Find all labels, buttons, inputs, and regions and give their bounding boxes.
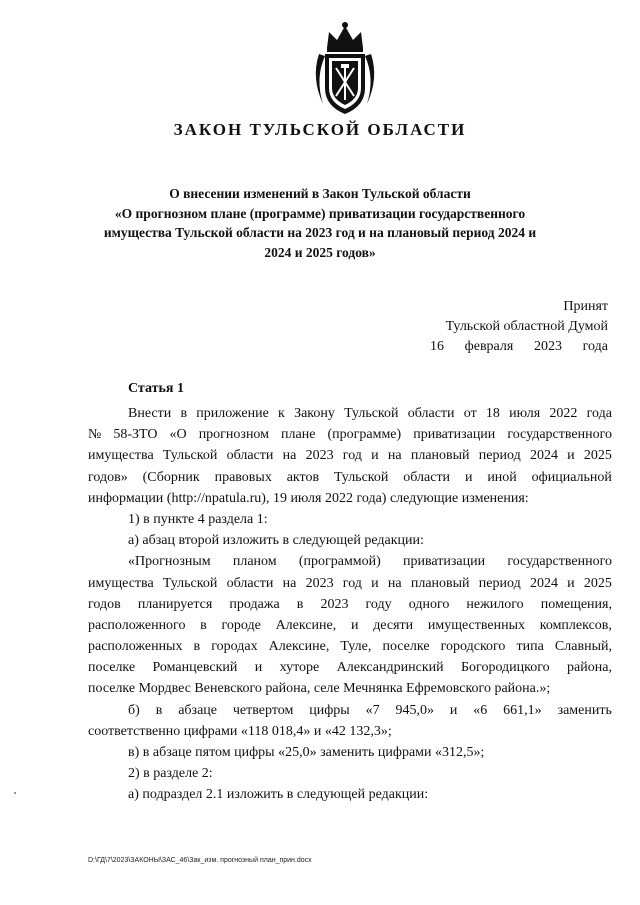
scan-speck — [14, 792, 16, 794]
word: плане — [281, 427, 316, 443]
word: № — [88, 427, 102, 443]
word: «Прогнозным — [128, 554, 211, 570]
word: и — [371, 448, 379, 464]
word: приложение — [196, 406, 269, 421]
law-title: ЗАКОН ТУЛЬСКОЙ ОБЛАСТИ — [173, 120, 467, 139]
word: Тульской — [333, 469, 389, 485]
word: типа — [516, 639, 544, 655]
word: и — [254, 660, 263, 676]
word: планируется — [137, 596, 213, 612]
adoption-block — [430, 299, 608, 365]
word: одного — [408, 596, 450, 612]
word: от — [463, 406, 477, 421]
word: области — [226, 575, 274, 591]
word: официальной — [531, 469, 612, 485]
word: 58-ЗТО — [113, 427, 158, 443]
word: в — [296, 596, 304, 612]
word: Александринский — [336, 660, 444, 676]
word: Славный, — [554, 639, 612, 655]
body-line — [88, 445, 612, 466]
word: в — [155, 702, 163, 718]
word: комплексов, — [539, 617, 612, 633]
body-line: соответственно цифрами «118 018,4» и «42 132,3»; — [88, 723, 392, 739]
adoption-date — [430, 339, 608, 355]
word: района, — [567, 660, 612, 676]
subject-line: «О прогнозном плане (программе) приватизации государственного — [114, 205, 526, 221]
law-subject-heading — [70, 184, 570, 262]
adoption-year: 2023 — [533, 339, 562, 354]
word: правовых — [214, 469, 272, 485]
adopted-label: Принят — [563, 299, 608, 314]
word: прогнозном — [198, 427, 270, 443]
body-line: в) в абзаце пятом цифры «25,0» заменить цифрами «312,5»; — [128, 745, 485, 760]
word: 2023 — [320, 596, 349, 612]
word: имущества — [88, 575, 154, 591]
word: 2024 — [529, 448, 558, 464]
word: 661,1» — [503, 702, 542, 718]
word: поселке — [382, 639, 430, 655]
word: области — [403, 469, 451, 485]
word: (программой) — [298, 554, 381, 570]
word: хуторе — [279, 660, 320, 676]
body-line: а) подраздел 2.1 изложить в следующей редакции: — [128, 787, 429, 803]
word: в — [200, 617, 207, 633]
word: десяти — [373, 617, 414, 633]
body-line — [88, 594, 612, 615]
word: планом — [232, 554, 277, 570]
body-line: информации (http://npatula.ru), 19 июля 2022 года) следующие изменения: — [88, 490, 529, 506]
word: к — [278, 406, 285, 421]
word: Алексине, — [275, 617, 337, 633]
word: 18 — [485, 406, 500, 421]
word: и — [567, 575, 575, 591]
word: года — [586, 406, 612, 421]
word: в — [193, 639, 201, 655]
word: годов» — [88, 469, 128, 485]
word: в — [180, 406, 188, 421]
subject-line: 2024 и 2025 годов» — [264, 244, 376, 260]
word: год — [342, 448, 362, 464]
word: период — [478, 448, 521, 464]
word: и — [464, 469, 473, 485]
body-line — [88, 573, 612, 594]
adopted-by: Тульской областной Думой — [445, 319, 608, 334]
word: на — [387, 448, 402, 464]
word: области — [407, 406, 455, 421]
body-line: а) абзац второй изложить в следующей редакции: — [128, 533, 424, 549]
word: продажа — [229, 596, 280, 612]
word: расположенных — [88, 639, 183, 655]
word: государственного — [507, 427, 612, 443]
body-line — [88, 403, 612, 424]
word: 2025 — [583, 448, 612, 464]
word: «О — [169, 427, 187, 443]
word: заменить — [557, 702, 612, 718]
word: помещения, — [540, 596, 612, 612]
word: городского — [440, 639, 506, 655]
word: 945,0» — [395, 702, 434, 718]
word: области — [226, 448, 274, 464]
word: Тульской — [162, 575, 218, 591]
word: имущества — [88, 448, 154, 464]
word: актов — [286, 469, 320, 485]
word: Внести — [128, 406, 172, 421]
article-title: Статья 1 — [128, 381, 184, 396]
word: приватизации — [413, 427, 496, 443]
subject-line: О внесении изменений в Закон Тульской области — [169, 186, 471, 201]
word: абзаце — [178, 702, 217, 718]
word: и — [350, 617, 359, 633]
word: Алексине, — [268, 639, 330, 655]
word: период — [478, 575, 521, 591]
word: Тульской — [344, 406, 399, 421]
word: (программе) — [327, 427, 402, 443]
body-line — [88, 657, 612, 678]
word: июля — [509, 406, 541, 421]
adoption-month: февраля — [464, 339, 514, 354]
word: 2023 — [305, 575, 334, 591]
adoption-year-suffix: года — [582, 339, 608, 354]
body-line — [88, 636, 612, 657]
body-line: 1) в пункте 4 раздела 1: — [128, 511, 268, 527]
word: (Сборник — [142, 469, 200, 485]
file-path-footer: D:\ГД\7\2023\ЗАКОНЫ\ЗАС_46\Зак_изм. прогнозный план_прин.docx — [88, 857, 312, 864]
word: четвертом — [232, 702, 294, 718]
word: поселке — [88, 660, 136, 676]
word: Романцевский — [152, 660, 238, 676]
word: имущественных — [427, 617, 526, 633]
word: городе — [221, 617, 261, 633]
word: на — [282, 575, 297, 591]
word: расположенного — [88, 617, 186, 633]
word: 2023 — [305, 448, 334, 464]
word: 2022 — [549, 406, 578, 421]
word: иной — [487, 469, 517, 485]
word: и — [371, 575, 379, 591]
word: и — [449, 702, 458, 718]
word: год — [342, 575, 362, 591]
word: приватизации — [403, 554, 486, 570]
subject-line: имущества Тульской области на 2023 год и на плановый период 2024 и — [103, 225, 537, 240]
word: нежилого — [466, 596, 524, 612]
word: б) — [128, 702, 140, 718]
word: годов — [88, 596, 121, 612]
word: городах — [211, 639, 258, 655]
article-body — [88, 403, 612, 806]
word: Закону — [294, 406, 335, 421]
body-line — [88, 700, 612, 721]
word: «7 — [365, 702, 380, 718]
body-line — [88, 424, 612, 445]
adoption-day: 16 — [430, 339, 444, 354]
word: государственного — [507, 554, 612, 570]
word: Туле, — [340, 639, 372, 655]
body-line — [88, 467, 612, 488]
word: плановый — [410, 575, 470, 591]
word: плановый — [410, 448, 470, 464]
word: цифры — [309, 702, 350, 718]
tula-coat-of-arms-icon — [305, 18, 385, 118]
body-line — [88, 615, 612, 636]
word: 2025 — [583, 575, 612, 591]
word: и — [567, 448, 575, 464]
body-line: поселке Мордвес Веневского района, селе Мечнянка Ефремовского района.»; — [88, 681, 551, 697]
word: 2024 — [529, 575, 558, 591]
word: Богородицкого — [461, 660, 550, 676]
word: году — [365, 596, 392, 612]
word: «6 — [473, 702, 488, 718]
word: на — [387, 575, 402, 591]
word: на — [282, 448, 297, 464]
word: Тульской — [162, 448, 218, 464]
body-line: 2) в разделе 2: — [128, 766, 213, 782]
body-line — [88, 551, 612, 572]
